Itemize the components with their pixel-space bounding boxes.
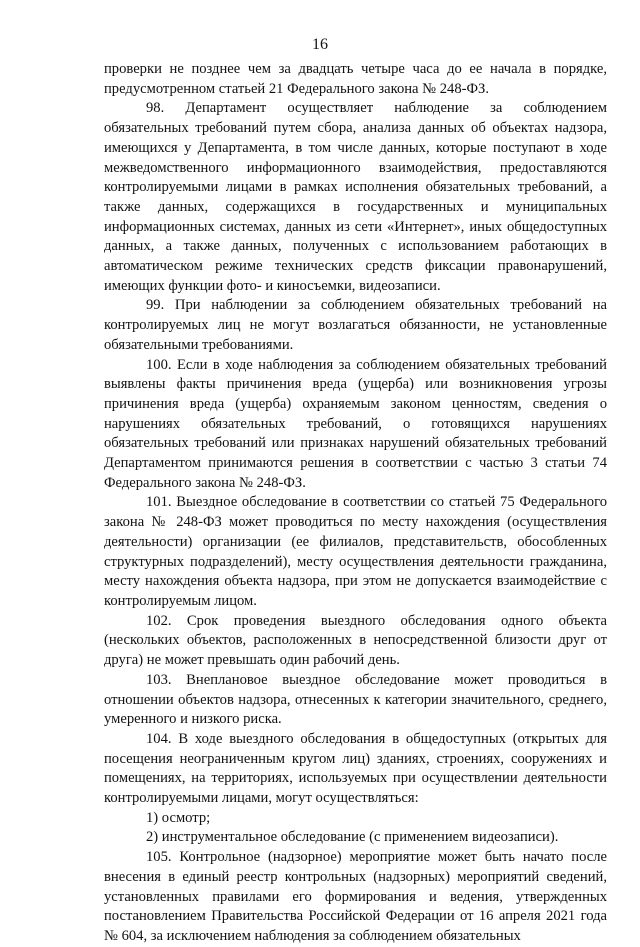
page-number: 16: [312, 36, 328, 53]
paragraph-102: 102. Срок проведения выездного обследования одного объекта (нескольких объектов, расположенных в непосредственной близости друг от друга) не может превышать один рабочий день.: [104, 612, 607, 669]
paragraph-continuation: проверки не позднее чем за двадцать четыре часа до ее начала в порядке, предусмотренном статьей 21 Федерального закона № 248-ФЗ.: [104, 61, 607, 97]
paragraph-105: 105. Контрольное (надзорное) мероприятие может быть начато после внесения в единый реестр контрольных (надзорных) мероприятий сведений, установленных правилами его формирования и ведения, утвержденных постановлением Правительства Российской Федерации от 16 апреля 2021 года № 604, за исключением наблюдения за соблюдением обязательных: [104, 849, 607, 944]
list-item-inspection: 1) осмотр;: [146, 809, 211, 826]
paragraph-104: 104. В ходе выездного обследования в общедоступных (открытых для посещения неограниченным кругом лиц) зданиях, строениях, сооружениях и помещениях, на территориях, используемых при осуществлении деятельности контролируемыми лицами, могут осуществляться:: [104, 730, 607, 807]
paragraph-99: 99. При наблюдении за соблюдением обязательных требований на контролируемых лиц не могут возлагаться обязанности, не установленные обязательными требованиями.: [104, 297, 607, 353]
paragraph-103: 103. Внеплановое выездное обследование может проводиться в отношении объектов надзора, отнесенных к категории значительного, среднего, умеренного и низкого риска.: [104, 671, 607, 728]
paragraph-101: 101. Выездное обследование в соответствии со статьей 75 Федерального закона № 248-ФЗ может проводиться по месту нахождения (осуществления деятельности) организации (ее филиалов, представительств, обособленных структурных подразделений), месту осуществления деятельности гражданина, месту нахождения объекта надзора, при этом не допускается взаимодействие с контролируемым лицом.: [104, 494, 607, 609]
list-item-instrumental-survey: 2) инструментальное обследование (с применением видеозаписи).: [146, 829, 559, 846]
paragraph-100: 100. Если в ходе наблюдения за соблюдением обязательных требований выявлены факты причинения вреда (ущерба) или возникновения угрозы причинения вреда (ущерба) охраняемым законом ценностям, сведения о нарушениях обязательных требований, о готовящихся нарушениях обязательных требований или признаках нарушений обязательных требований Департаментом принимаются решения в соответствии с частью 3 статьи 74 Федерального закона № 248-ФЗ.: [104, 356, 607, 491]
paragraph-98: 98. Департамент осуществляет наблюдение за соблюдением обязательных требований путем сбора, анализа данных об объектах надзора, имеющихся у Департамента, в том числе данных, которые поступают в ходе межведомственного информационного взаимодействия, предоставляются контролируемыми лицами в рамках исполнения обязательных требований, а также данных, содержащихся в государственных и муниципальных информационных системах, данных из сети «Интернет», иных общедоступных данных, а также данных, полученных с использованием работающих в автоматическом режиме технических средств фиксации правонарушений, имеющих функции фото- и киносъемки, видеозаписи.: [104, 100, 607, 294]
document-body: [104, 60, 607, 947]
